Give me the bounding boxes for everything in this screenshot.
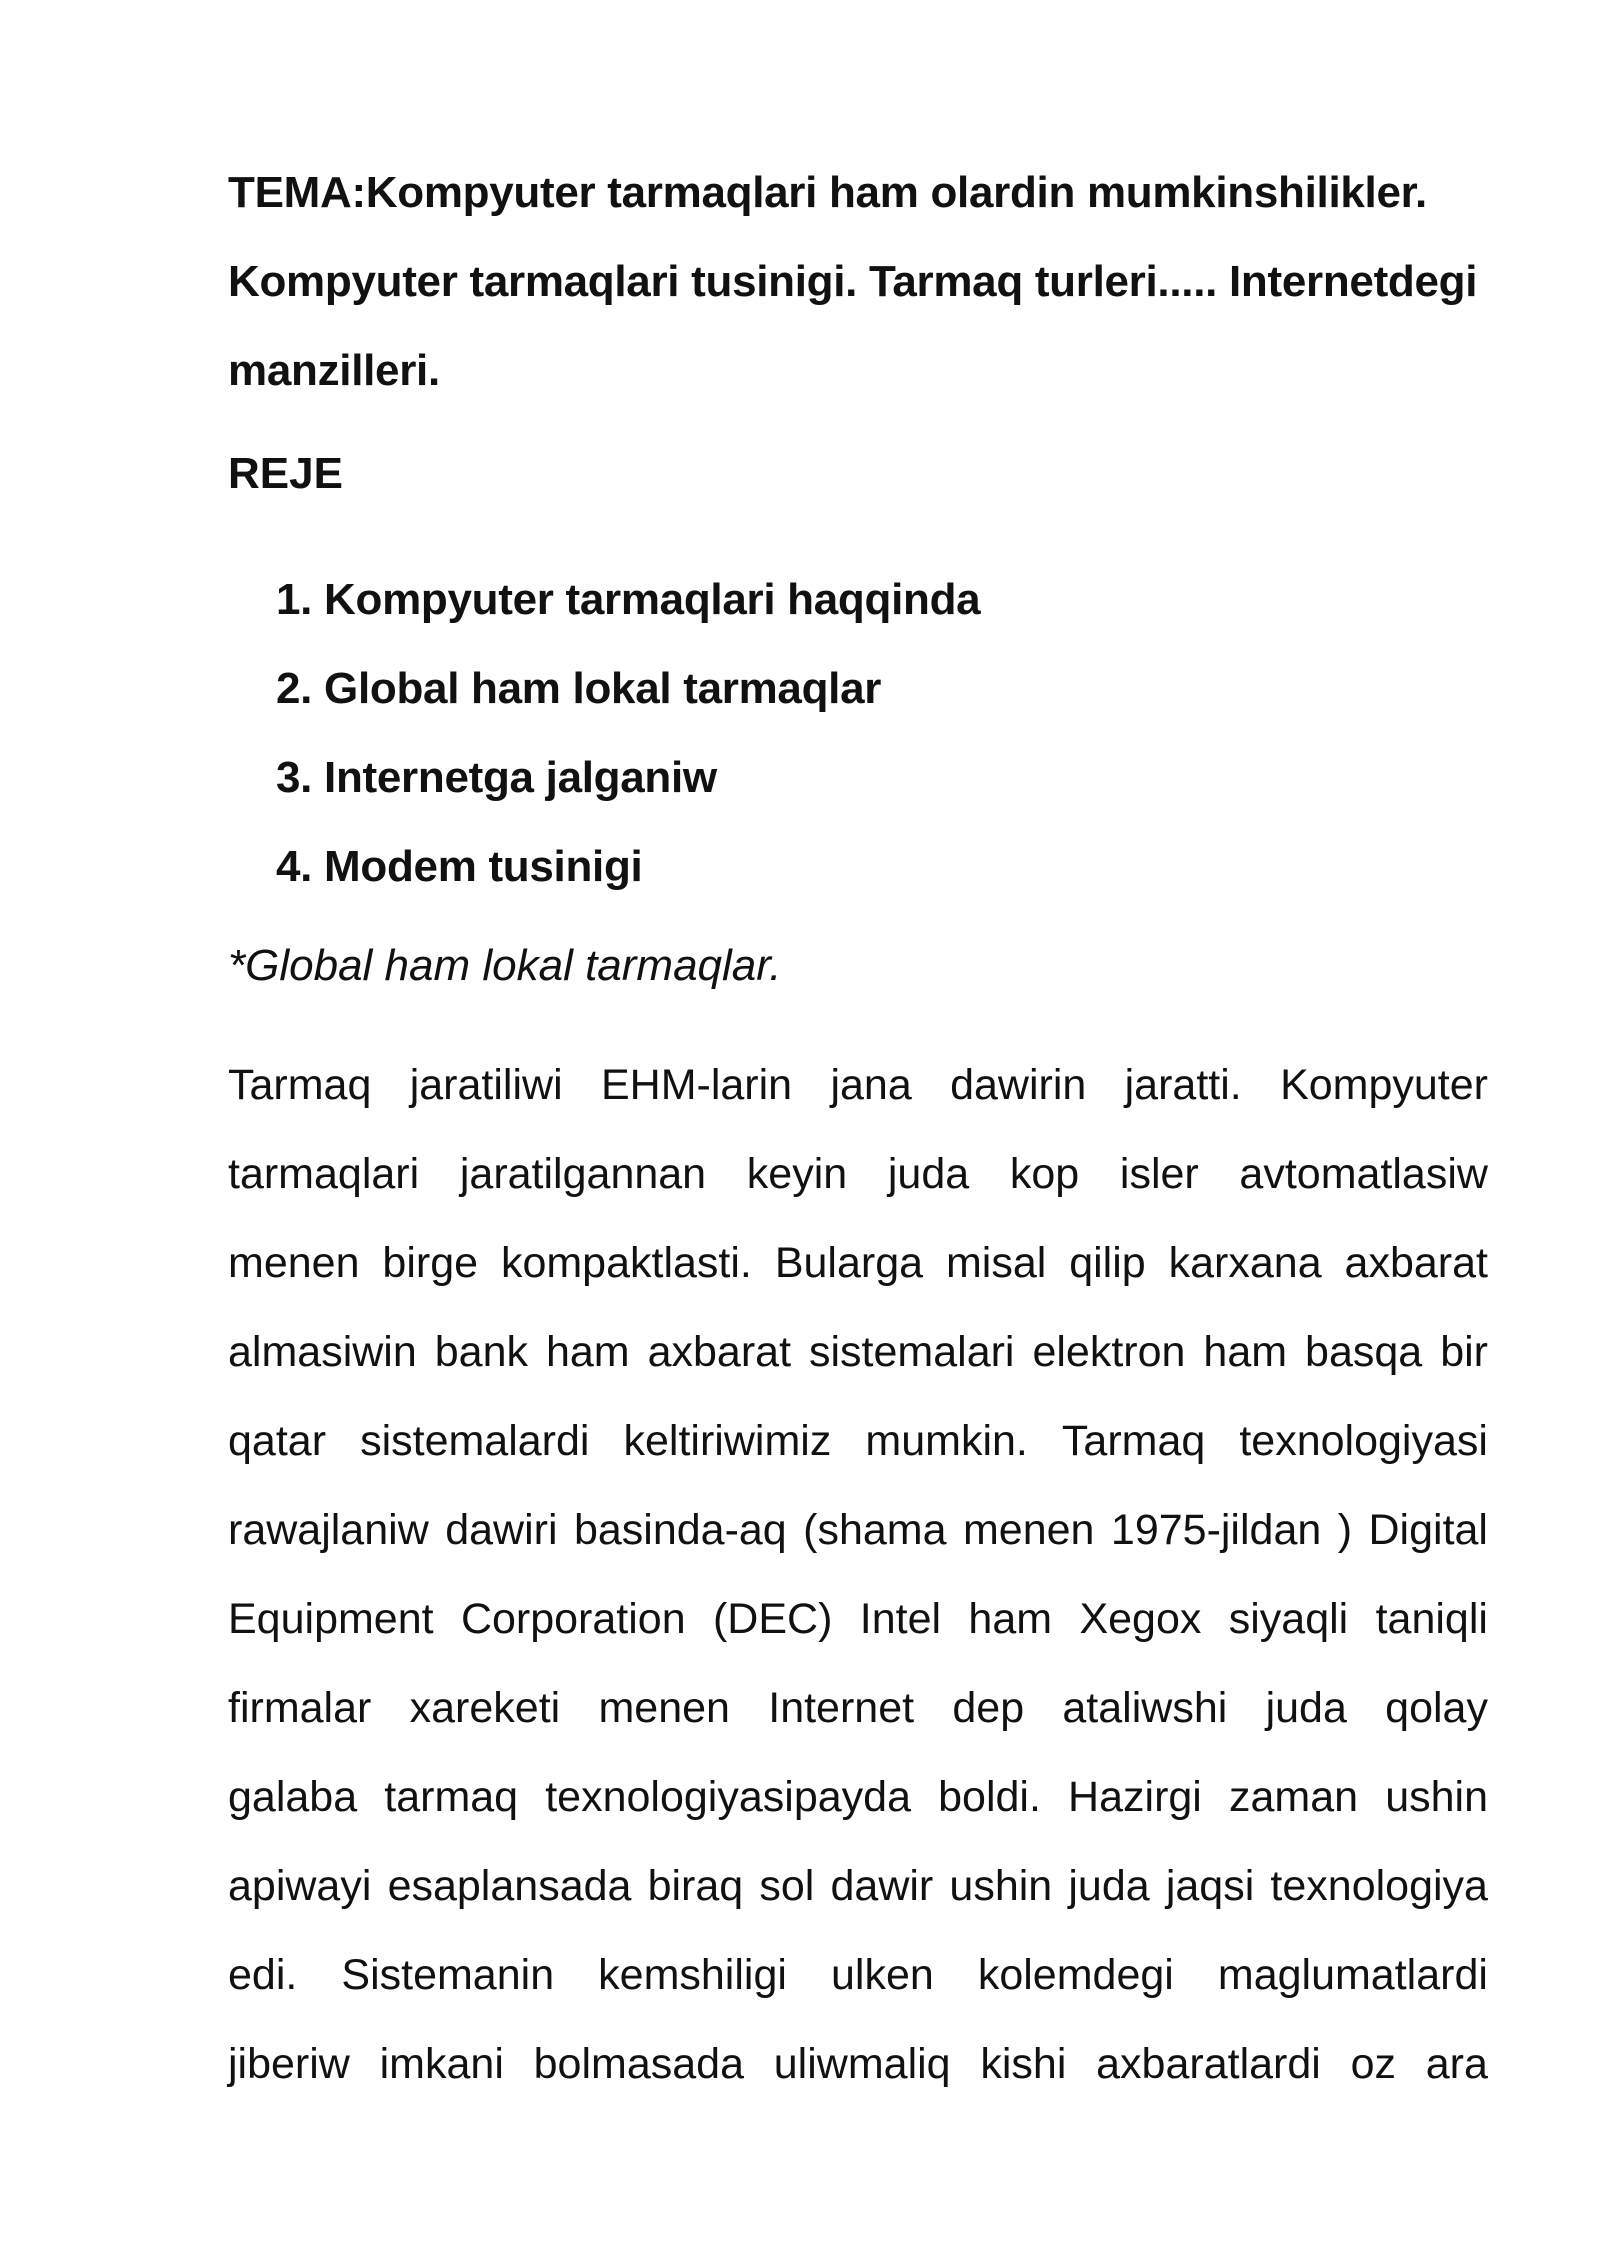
paragraph-line [228, 1931, 1488, 2020]
word: misal [945, 1239, 1047, 1287]
paragraph-line [228, 1219, 1488, 1308]
word: (shama [803, 1506, 947, 1554]
word: ham [1203, 1328, 1288, 1376]
title-line: TEMA:Kompyuter tarmaqlari ham olardin mumkinshilikler. [228, 168, 1427, 217]
title-line: manzilleri. [228, 346, 440, 395]
word: Equipment [228, 1595, 434, 1643]
word: tarmaq [384, 1773, 519, 1821]
word: bolmasada [533, 2040, 745, 2088]
paragraph-line [228, 1842, 1488, 1931]
word: kemshiligi [598, 1951, 787, 1999]
word: rawajlaniw [228, 1506, 429, 1554]
paragraph-line [228, 1664, 1488, 1753]
plan-heading: REJE [228, 449, 343, 498]
word: maglumatlardi [1217, 1951, 1488, 1999]
word: Bularga [774, 1239, 924, 1287]
word: ) [1337, 1506, 1353, 1554]
word: dawiri [445, 1506, 558, 1554]
word: Intel [859, 1595, 942, 1643]
paragraph-line [228, 1486, 1488, 1575]
document-content [228, 148, 1488, 2109]
word: Tarmaq [228, 1061, 372, 1109]
word: ham [545, 1328, 630, 1376]
word: isler [1119, 1150, 1199, 1198]
word: texnologiya [1270, 1862, 1488, 1910]
word: biraq [647, 1862, 744, 1910]
word: menen [228, 1239, 360, 1287]
word: Kompyuter [1280, 1061, 1488, 1109]
word: kolemdegi [977, 1951, 1174, 1999]
word: firmalar [228, 1684, 372, 1732]
word: oz [1350, 2040, 1396, 2088]
word: juda [1068, 1862, 1150, 1910]
plan-item: 4. Modem tusinigi [276, 842, 643, 891]
word: Sistemanin [341, 1951, 555, 1999]
paragraph-line [228, 2020, 1488, 2109]
word: bank [434, 1328, 528, 1376]
word: ham [968, 1595, 1053, 1643]
word: jana [830, 1061, 912, 1109]
word: Xegox [1079, 1595, 1202, 1643]
document-title [228, 148, 1488, 415]
word: texnologiyasi [1239, 1417, 1488, 1465]
word: jaratiliwi [409, 1061, 563, 1109]
word: Internet [768, 1684, 915, 1732]
word: mumkin. [865, 1417, 1028, 1465]
word: zaman [1228, 1773, 1359, 1821]
word: jiberiw [228, 2040, 350, 2088]
word: siyaqli [1228, 1595, 1349, 1643]
word: Hazirgi [1068, 1773, 1202, 1821]
word: axbarat [647, 1328, 792, 1376]
paragraph-line [228, 1397, 1488, 1486]
word: taniqli [1375, 1595, 1488, 1643]
plan-item: 3. Internetga jalganiw [276, 753, 717, 802]
word: qolay [1385, 1684, 1488, 1732]
paragraph-line [228, 1308, 1488, 1397]
word: Corporation [460, 1595, 686, 1643]
word: axbaratlardi [1096, 2040, 1321, 2088]
word: qilip [1069, 1239, 1146, 1287]
word: xareketi [409, 1684, 561, 1732]
word: qatar [228, 1417, 327, 1465]
word: basqa [1305, 1328, 1423, 1376]
word: 1975-jildan [1110, 1506, 1322, 1554]
word: EHM-larin [600, 1061, 793, 1109]
body-paragraph [228, 1041, 1488, 2109]
word: imkani [379, 2040, 504, 2088]
section-heading: *Global ham lokal tarmaqlar. [228, 941, 782, 990]
word: dawirin [950, 1061, 1087, 1109]
word: esaplansada [387, 1862, 632, 1910]
word: (DEC) [712, 1595, 833, 1643]
word: sistemalari [809, 1328, 1015, 1376]
title-line: Kompyuter tarmaqlari tusinigi. Tarmaq turleri..... Internetdegi [228, 257, 1478, 306]
paragraph-line [228, 1575, 1488, 1664]
word: ulken [830, 1951, 934, 1999]
word: avtomatlasiw [1239, 1150, 1488, 1198]
word: kishi [980, 2040, 1067, 2088]
word: galaba [228, 1773, 358, 1821]
word: uliwmaliq [773, 2040, 951, 2088]
word: axbarat [1344, 1239, 1488, 1287]
word: tarmaqlari [228, 1150, 420, 1198]
word: texnologiyasipayda [545, 1773, 911, 1821]
paragraph-line [228, 1753, 1488, 1842]
word: Tarmaq [1061, 1417, 1206, 1465]
word: jaratilgannan [459, 1150, 707, 1198]
word: jaqsi [1165, 1862, 1255, 1910]
word: bir [1440, 1328, 1488, 1376]
paragraph-line [228, 1130, 1488, 1219]
word: boldi. [938, 1773, 1041, 1821]
word: edi. [228, 1951, 298, 1999]
word: ushin [1385, 1773, 1488, 1821]
word: almasiwin [228, 1328, 417, 1376]
word: dep [952, 1684, 1025, 1732]
word: juda [887, 1150, 970, 1198]
word: menen [598, 1684, 730, 1732]
word: birge [382, 1239, 479, 1287]
word: keyin [746, 1150, 848, 1198]
word: elektron [1032, 1328, 1186, 1376]
word: Digital [1368, 1506, 1488, 1554]
word: ara [1425, 2040, 1488, 2088]
plan-list [276, 555, 1488, 911]
word: juda [1265, 1684, 1347, 1732]
word: karxana [1168, 1239, 1322, 1287]
word: kompaktlasti. [500, 1239, 752, 1287]
word: ushin [949, 1862, 1053, 1910]
word: apiwayi [228, 1862, 372, 1910]
word: keltiriwimiz [623, 1417, 832, 1465]
word: menen [962, 1506, 1095, 1554]
paragraph-line [228, 1041, 1488, 1130]
word: jaratti. [1124, 1061, 1242, 1109]
word: sol [759, 1862, 815, 1910]
plan-item: 1. Kompyuter tarmaqlari haqqinda [276, 575, 981, 624]
plan-item: 2. Global ham lokal tarmaqlar [276, 664, 882, 713]
word: basinda-aq [573, 1506, 787, 1554]
word: sistemalardi [360, 1417, 590, 1465]
word: ataliwshi [1062, 1684, 1228, 1732]
word: kop [1009, 1150, 1080, 1198]
word: dawir [830, 1862, 934, 1910]
